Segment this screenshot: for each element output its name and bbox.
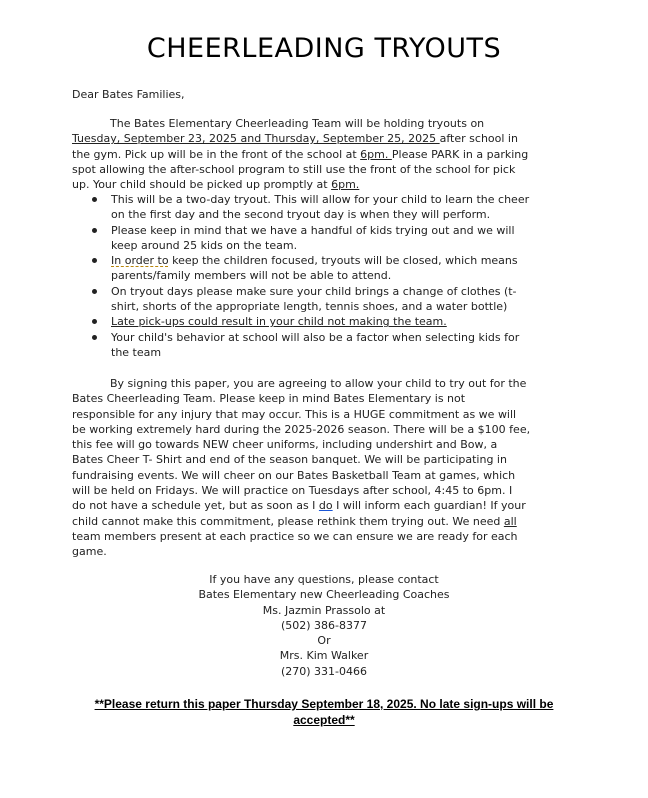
text-line — [111, 192, 577, 207]
list-item — [72, 314, 577, 329]
page-title: CHEERLEADING TRYOUTS — [146, 33, 502, 64]
text-segment: be working extremely hard during the 2025-2026 season. There will be a $100 fee, — [72, 422, 531, 436]
text-segment: team members present at each practice so we can ensure we are ready for each — [72, 529, 518, 543]
bullet-icon — [92, 228, 97, 233]
bullet-list — [72, 192, 577, 360]
text-line — [72, 407, 577, 422]
bullet-icon — [92, 258, 97, 263]
text-line — [111, 207, 577, 222]
bullet-icon — [92, 289, 97, 294]
text-line — [72, 177, 577, 192]
footer-line: accepted** — [293, 712, 355, 727]
text-segment: spot allowing the after-school program to still use the front of the school for pick — [72, 162, 516, 176]
contact-line: Or — [317, 634, 331, 648]
text-segment: shirt, shorts of the appropriate length, tennis shoes, and a water bottle) — [111, 300, 508, 314]
text-segment: On tryout days please make sure your child brings a change of clothes (t- — [111, 284, 517, 298]
text-line — [72, 162, 577, 177]
bullet-icon — [92, 319, 97, 324]
bullet-icon — [92, 335, 97, 340]
text-line — [72, 452, 577, 467]
text-line — [72, 131, 577, 146]
text-line — [72, 376, 577, 391]
text-line — [111, 223, 577, 238]
text-segment: do not have a schedule yet, but as soon as I — [72, 499, 319, 513]
text-segment: parents/family members will not be able to attend. — [111, 269, 392, 283]
text-line — [72, 147, 577, 162]
contact-line: Mrs. Kim Walker — [279, 649, 369, 663]
text-segment: this fee will go towards NEW cheer uniforms, including undershirt and Bow, a — [72, 438, 498, 452]
grammar-flagged-text: In order to — [111, 254, 169, 268]
text-segment: This will be a two-day tryout. This will allow for your child to learn the cheer — [111, 193, 530, 206]
text-segment: responsible for any injury that may occur. This is a HUGE commitment as we will — [72, 407, 517, 421]
footer-line: **Please return this paper Thursday September 18, 2025. No late sign-ups will be — [94, 697, 554, 711]
text-segment: Bates Cheer T- Shirt and end of the season banquet. We will be participating in — [72, 453, 507, 467]
text-line — [111, 284, 577, 299]
greeting: Dear Bates Families, — [72, 88, 185, 101]
list-item — [72, 330, 577, 361]
text-line — [72, 437, 577, 452]
text-line — [72, 498, 577, 513]
contact-line: Bates Elementary new Cheerleading Coaches — [198, 588, 450, 602]
bullet-icon — [92, 197, 97, 202]
list-item — [72, 223, 577, 254]
contact-line: If you have any questions, please contact — [209, 573, 439, 586]
text-segment: keep around 25 kids on the team. — [111, 238, 298, 252]
text-segment: The Bates Elementary Cheerleading Team will be holding tryouts on — [110, 117, 485, 130]
underlined-text: Late pick-ups could result in your child not making the team. — [111, 315, 447, 329]
text-segment: I will inform each guardian! If your — [332, 499, 526, 513]
text-segment: child cannot make this commitment, please rethink them trying out. We need — [72, 514, 504, 528]
contact-info — [0, 572, 648, 679]
text-line — [72, 529, 577, 544]
list-item — [72, 253, 577, 284]
text-segment: fundraising events. We will cheer on our Bates Basketball Team at games, which — [72, 468, 516, 482]
text-line — [72, 391, 577, 406]
contact-line: (502) 386-8377 — [280, 618, 368, 632]
agreement-paragraph — [72, 376, 577, 560]
underlined-word: do — [318, 499, 333, 513]
text-line — [111, 314, 577, 329]
contact-line: Ms. Jazmin Prassolo at — [262, 603, 386, 617]
text-segment: after school in — [439, 132, 518, 146]
text-segment: Your child's behavior at school will also be a factor when selecting kids for — [111, 330, 520, 344]
list-item — [72, 192, 577, 223]
text-line — [72, 544, 577, 559]
text-segment: on the first day and the second tryout day is when they will perform. — [111, 208, 491, 222]
text-line — [111, 268, 577, 283]
underlined-text: 6pm. — [360, 147, 392, 161]
text-line — [72, 116, 577, 131]
text-line — [111, 330, 577, 345]
underlined-text: 6pm. — [331, 178, 360, 192]
text-line — [72, 468, 577, 483]
text-line — [72, 514, 577, 529]
text-segment: game. — [72, 545, 107, 559]
text-segment: Please PARK in a parking — [391, 147, 529, 161]
list-item — [72, 284, 577, 315]
text-segment: will be held on Fridays. We will practice on Tuesdays after school, 4:45 to 6pm. I — [72, 484, 513, 498]
text-segment: keep the children focused, tryouts will be closed, which means — [168, 254, 518, 268]
text-line — [111, 345, 577, 360]
text-segment: By signing this paper, you are agreeing to allow your child to try out for the — [110, 377, 527, 390]
text-line — [111, 253, 577, 268]
text-segment: the team — [111, 345, 162, 359]
text-line — [111, 238, 577, 253]
intro-paragraph — [72, 116, 577, 192]
text-line — [72, 422, 577, 437]
text-line — [111, 299, 577, 314]
return-deadline-notice — [0, 697, 648, 728]
underlined-text: all — [503, 514, 517, 528]
underlined-text: Tuesday, September 23, 2025 and Thursday, September 25, 2025 — [72, 132, 440, 146]
text-segment: up. Your child should be picked up promptly at — [72, 178, 332, 192]
text-segment: Bates Cheerleading Team. Please keep in mind Bates Elementary is not — [72, 392, 466, 406]
text-line — [72, 483, 577, 498]
contact-line: (270) 331-0466 — [280, 664, 368, 678]
text-segment: Please keep in mind that we have a handful of kids trying out and we will — [111, 223, 515, 237]
text-segment: the gym. Pick up will be in the front of the school at — [72, 147, 361, 161]
